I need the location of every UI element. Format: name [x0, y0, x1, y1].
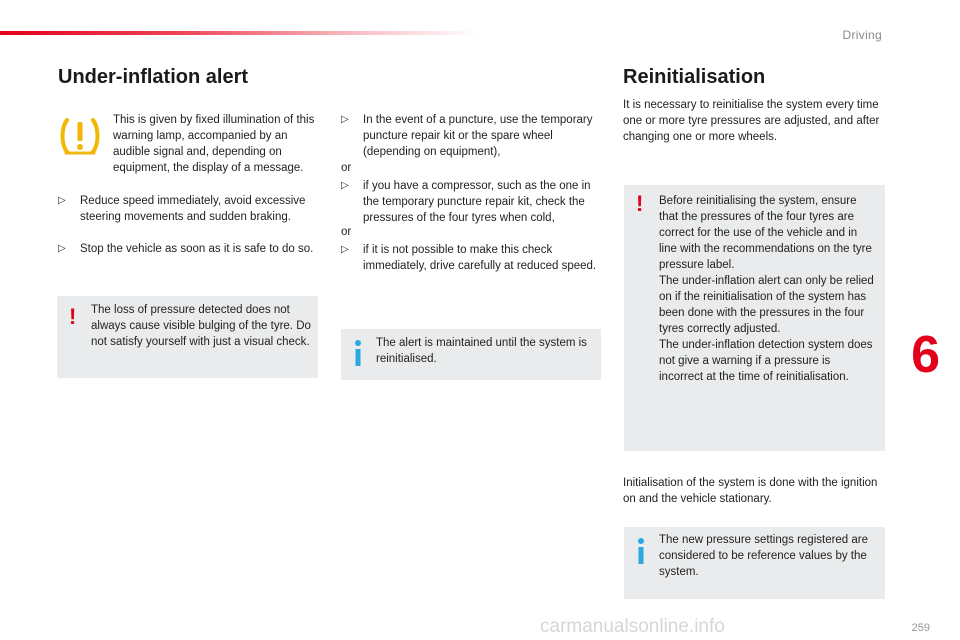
exclamation-warning-icon: ! [636, 191, 644, 216]
tyre-under-inflation-warning-lamp-icon [58, 114, 102, 158]
info-box: The alert is maintained until the system is reinitialised. [341, 329, 601, 380]
bullet-icon: ▷ [341, 180, 349, 191]
bullet-icon: ▷ [58, 243, 66, 254]
header-accent-bar [0, 31, 480, 35]
info-icon [634, 537, 648, 565]
lamp-description: This is given by fixed illumination of this warning lamp, accompanied by an audible signal and, depending on equipment, the display of a message. [113, 114, 315, 174]
info-box: The new pressure settings registered are considered to be reference values by the system. [624, 527, 885, 599]
info-icon [351, 339, 365, 367]
initialisation-text: Initialisation of the system is done with the ignition on and the vehicle stationary. [623, 477, 878, 505]
list-item: ▷ Reduce speed immediately, avoid excessive steering movements and sudden braking. [58, 195, 306, 223]
warning-box: ! Before reinitialising the system, ensure that the pressures of the four tyres are correct for the use of the vehicle and in line with the recommendations on the tyre pressure label. The under-inflation alert can only be relied on if the reinitialisation of the system has been done with the pressures in the four tyres correctly adjusted. The under-inflation detection system does not give a warning if a pressure is incorrect at the time of reinitialisation. [624, 185, 885, 451]
list-item: ▷ In the event of a puncture, use the temporary puncture repair kit or the spare wheel (depending on equipment), [341, 114, 593, 158]
watermark: carmanualsonline.info [540, 616, 725, 637]
reinitialisation-title: Reinitialisation [623, 66, 766, 88]
section-label: Driving [842, 28, 882, 42]
warning-box: ! The loss of pressure detected does not always cause visible bulging of the tyre. Do not satisfy yourself with just a visual check. [57, 296, 318, 378]
list-item: ▷ if it is not possible to make this check immediately, drive carefully at reduced speed. [341, 244, 597, 272]
exclamation-warning-icon: ! [69, 304, 77, 329]
bullet-icon: ▷ [341, 114, 349, 125]
or-separator: or [341, 162, 352, 174]
under-inflation-title: Under-inflation alert [58, 66, 249, 88]
or-separator: or [341, 226, 352, 238]
reinitialisation-intro: It is necessary to reinitialise the system every time one or more tyre pressures are adjusted, and after changing one or more wheels. [623, 99, 880, 143]
list-item: ▷ Stop the vehicle as soon as it is safe to do so. [58, 243, 314, 255]
list-item: ▷ if you have a compressor, such as the one in the temporary puncture repair kit, check the pressures of the four tyres when cold, [341, 180, 591, 224]
bullet-icon: ▷ [341, 244, 349, 255]
bullet-icon: ▷ [58, 195, 66, 206]
page-number: 259 [911, 622, 930, 634]
chapter-number: 6 [911, 326, 940, 384]
